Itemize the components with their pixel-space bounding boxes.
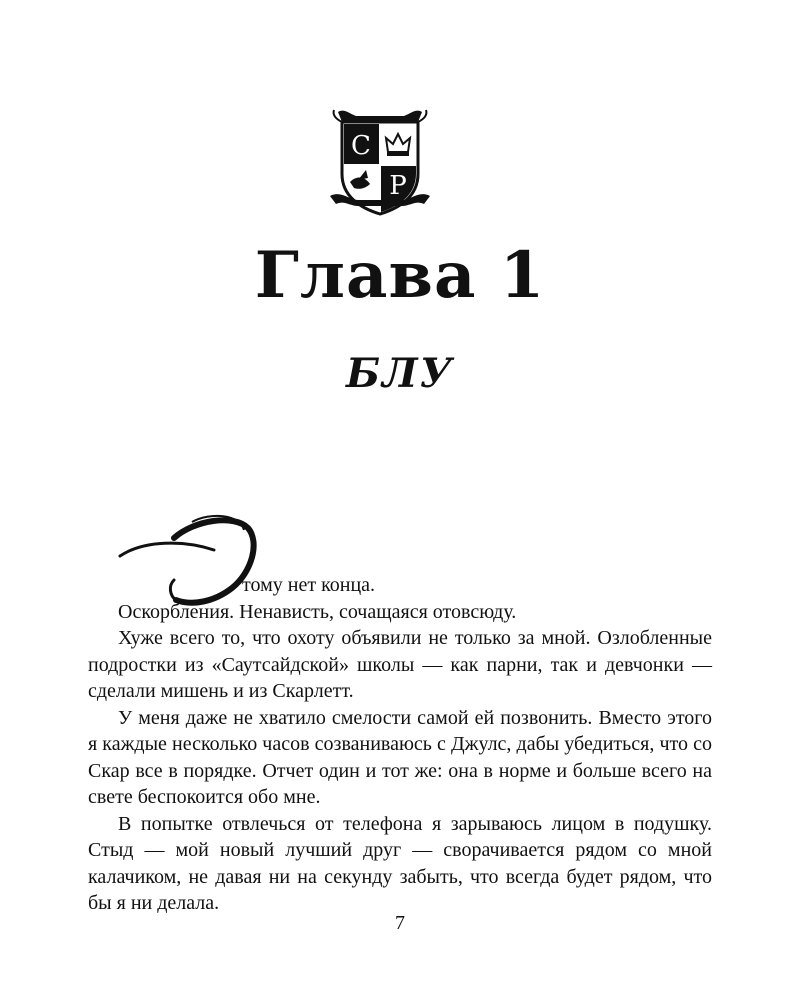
chapter-title: Глава 1 <box>254 238 546 313</box>
paragraph: тому нет конца. <box>242 574 376 596</box>
paragraph: В попытке отвлечься от телефона я зарываюсь лицом в подушку. Стыд — мой новый лучший друг — сворачивается рядом со мной калачиком, не давая ни на секунду забыть, что всегда будет рядом, что бы я ни делала. <box>88 812 712 914</box>
page-number: 7 <box>395 912 405 934</box>
body-text <box>88 572 712 917</box>
paragraph: У меня даже не хватило смелости самой ей позвонить. Вместо этого я каждые несколько часов созваниваюсь с Джулс, дабы убедиться, что со Скар все в порядке. Отчет один и тот же: она в норме и больше всего на свете беспокоится обо мне. <box>88 706 712 808</box>
chapter-subtitle: БЛУ <box>345 350 454 397</box>
crest-letter-p: P <box>389 171 407 201</box>
paragraph: Оскорбления. Ненависть, сочащаяся отовсюду. <box>118 600 517 623</box>
crest-letter-c: C <box>351 131 371 161</box>
crest-emblem <box>330 104 430 216</box>
paragraph: Хуже всего то, что охоту объявили не только за мной. Озлобленные подростки из «Саутсайдской» школы — как парни, так и девчонки — сделали мишень и из Скарлетт. <box>88 627 712 702</box>
